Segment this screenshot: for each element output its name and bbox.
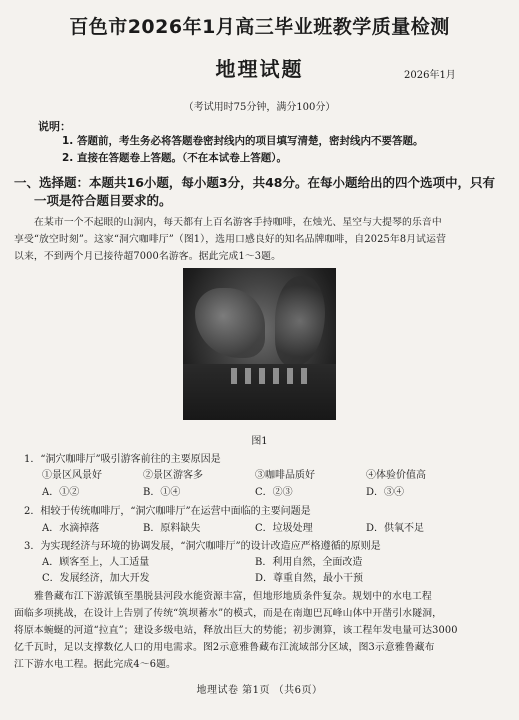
passage-line: 在某市一个不起眼的山洞内，每天都有上百名游客手持咖啡，在烛光、星空与大提琴的乐音中 xyxy=(34,217,442,228)
note-item: 2. 直接在答题卷上答题。（不在本试卷上答题）。 xyxy=(62,152,287,164)
answer-option: A．①② xyxy=(42,487,80,498)
cave-cafe-photo xyxy=(183,268,336,420)
section-heading: 一、选择题：本题共16小题，每小题3分，共48分。在每小题给出的四个选项中，只有 xyxy=(14,175,495,190)
subject-title: 地理试题 xyxy=(215,57,304,81)
question-stem: 2．相较于传统咖啡厅，“洞穴咖啡厅”在运营中面临的主要问题是 xyxy=(24,506,311,517)
passage-line: 雅鲁藏布江下游派镇至墨脱县河段水能资源丰富，但地形地质条件复杂。规划中的水电工程 xyxy=(34,591,432,602)
answer-option: C．②③ xyxy=(255,487,293,498)
answer-option: A．水滴掉落 xyxy=(42,523,100,534)
question-choice: ②景区游客多 xyxy=(143,470,203,481)
section-heading-cont: 一项是符合题目要求的。 xyxy=(34,193,172,208)
question-stem: 3．为实现经济与环境的协调发展，“洞穴咖啡厅”的设计改造应严格遵循的原则是 xyxy=(24,541,381,552)
page-footer: 地理试卷 第1页 （共6页） xyxy=(196,685,323,696)
note-item: 1. 答题前，考生务必将答题卷密封线内的项目填写清楚，密封线内不要答题。 xyxy=(62,135,424,147)
cave-rock xyxy=(275,276,325,366)
question-stem: 1．“洞穴咖啡厅”吸引游客前往的主要原因是 xyxy=(24,454,221,465)
question-choice: ④体验价值高 xyxy=(366,470,426,481)
time-note: （考试用时75分钟，满分100分） xyxy=(183,102,336,113)
cave-rock xyxy=(195,288,265,358)
cafe-tables xyxy=(231,368,311,384)
question-choice: ①景区风景好 xyxy=(42,470,102,481)
question-choice: ③咖啡品质好 xyxy=(255,470,315,481)
answer-option: B．原料缺失 xyxy=(143,523,201,534)
passage-line: 面临多项挑战，在设计上告别了传统“筑坝蓄水”的模式，而是在南迦巴瓦峰山体中开凿引水隧洞， xyxy=(14,608,443,619)
answer-option: C．垃圾处理 xyxy=(255,523,313,534)
figure-caption: 图1 xyxy=(251,436,268,447)
exam-date: 2026年1月 xyxy=(404,70,456,81)
answer-option: D．③④ xyxy=(366,487,405,498)
answer-option: D．尊重自然，最小干预 xyxy=(255,573,364,584)
exam-title: 百色市2026年1月高三毕业班教学质量检测 xyxy=(69,16,450,38)
answer-option: B．①④ xyxy=(143,487,181,498)
answer-option: B．利用自然，全面改造 xyxy=(255,557,363,568)
answer-option: C．发展经济，加大开发 xyxy=(42,573,150,584)
notes-heading: 说明： xyxy=(38,120,71,133)
passage-line: 享受“放空时刻”。这家“洞穴咖啡厅”（图1），选用口感良好的知名品牌咖啡，自2025年8月试运营 xyxy=(14,234,447,245)
passage-line: 将原本蜿蜒的河道“拉直”；建设多级电站，释放出巨大的势能；初步测算，该工程年发电量可达3000 xyxy=(14,625,458,636)
passage-line: 江下游水电工程。据此完成4～6题。 xyxy=(14,659,176,670)
answer-option: D．供氧不足 xyxy=(366,523,425,534)
answer-option: A．顾客至上，人工适量 xyxy=(42,557,150,568)
passage-line: 亿千瓦时，足以支撑数亿人口的用电需求。图2示意雅鲁藏布江流域部分区域，图3示意雅鲁藏布 xyxy=(14,642,435,653)
passage-line: 以来，不到两个月已接待超7000名游客。据此完成1～3题。 xyxy=(14,251,282,262)
